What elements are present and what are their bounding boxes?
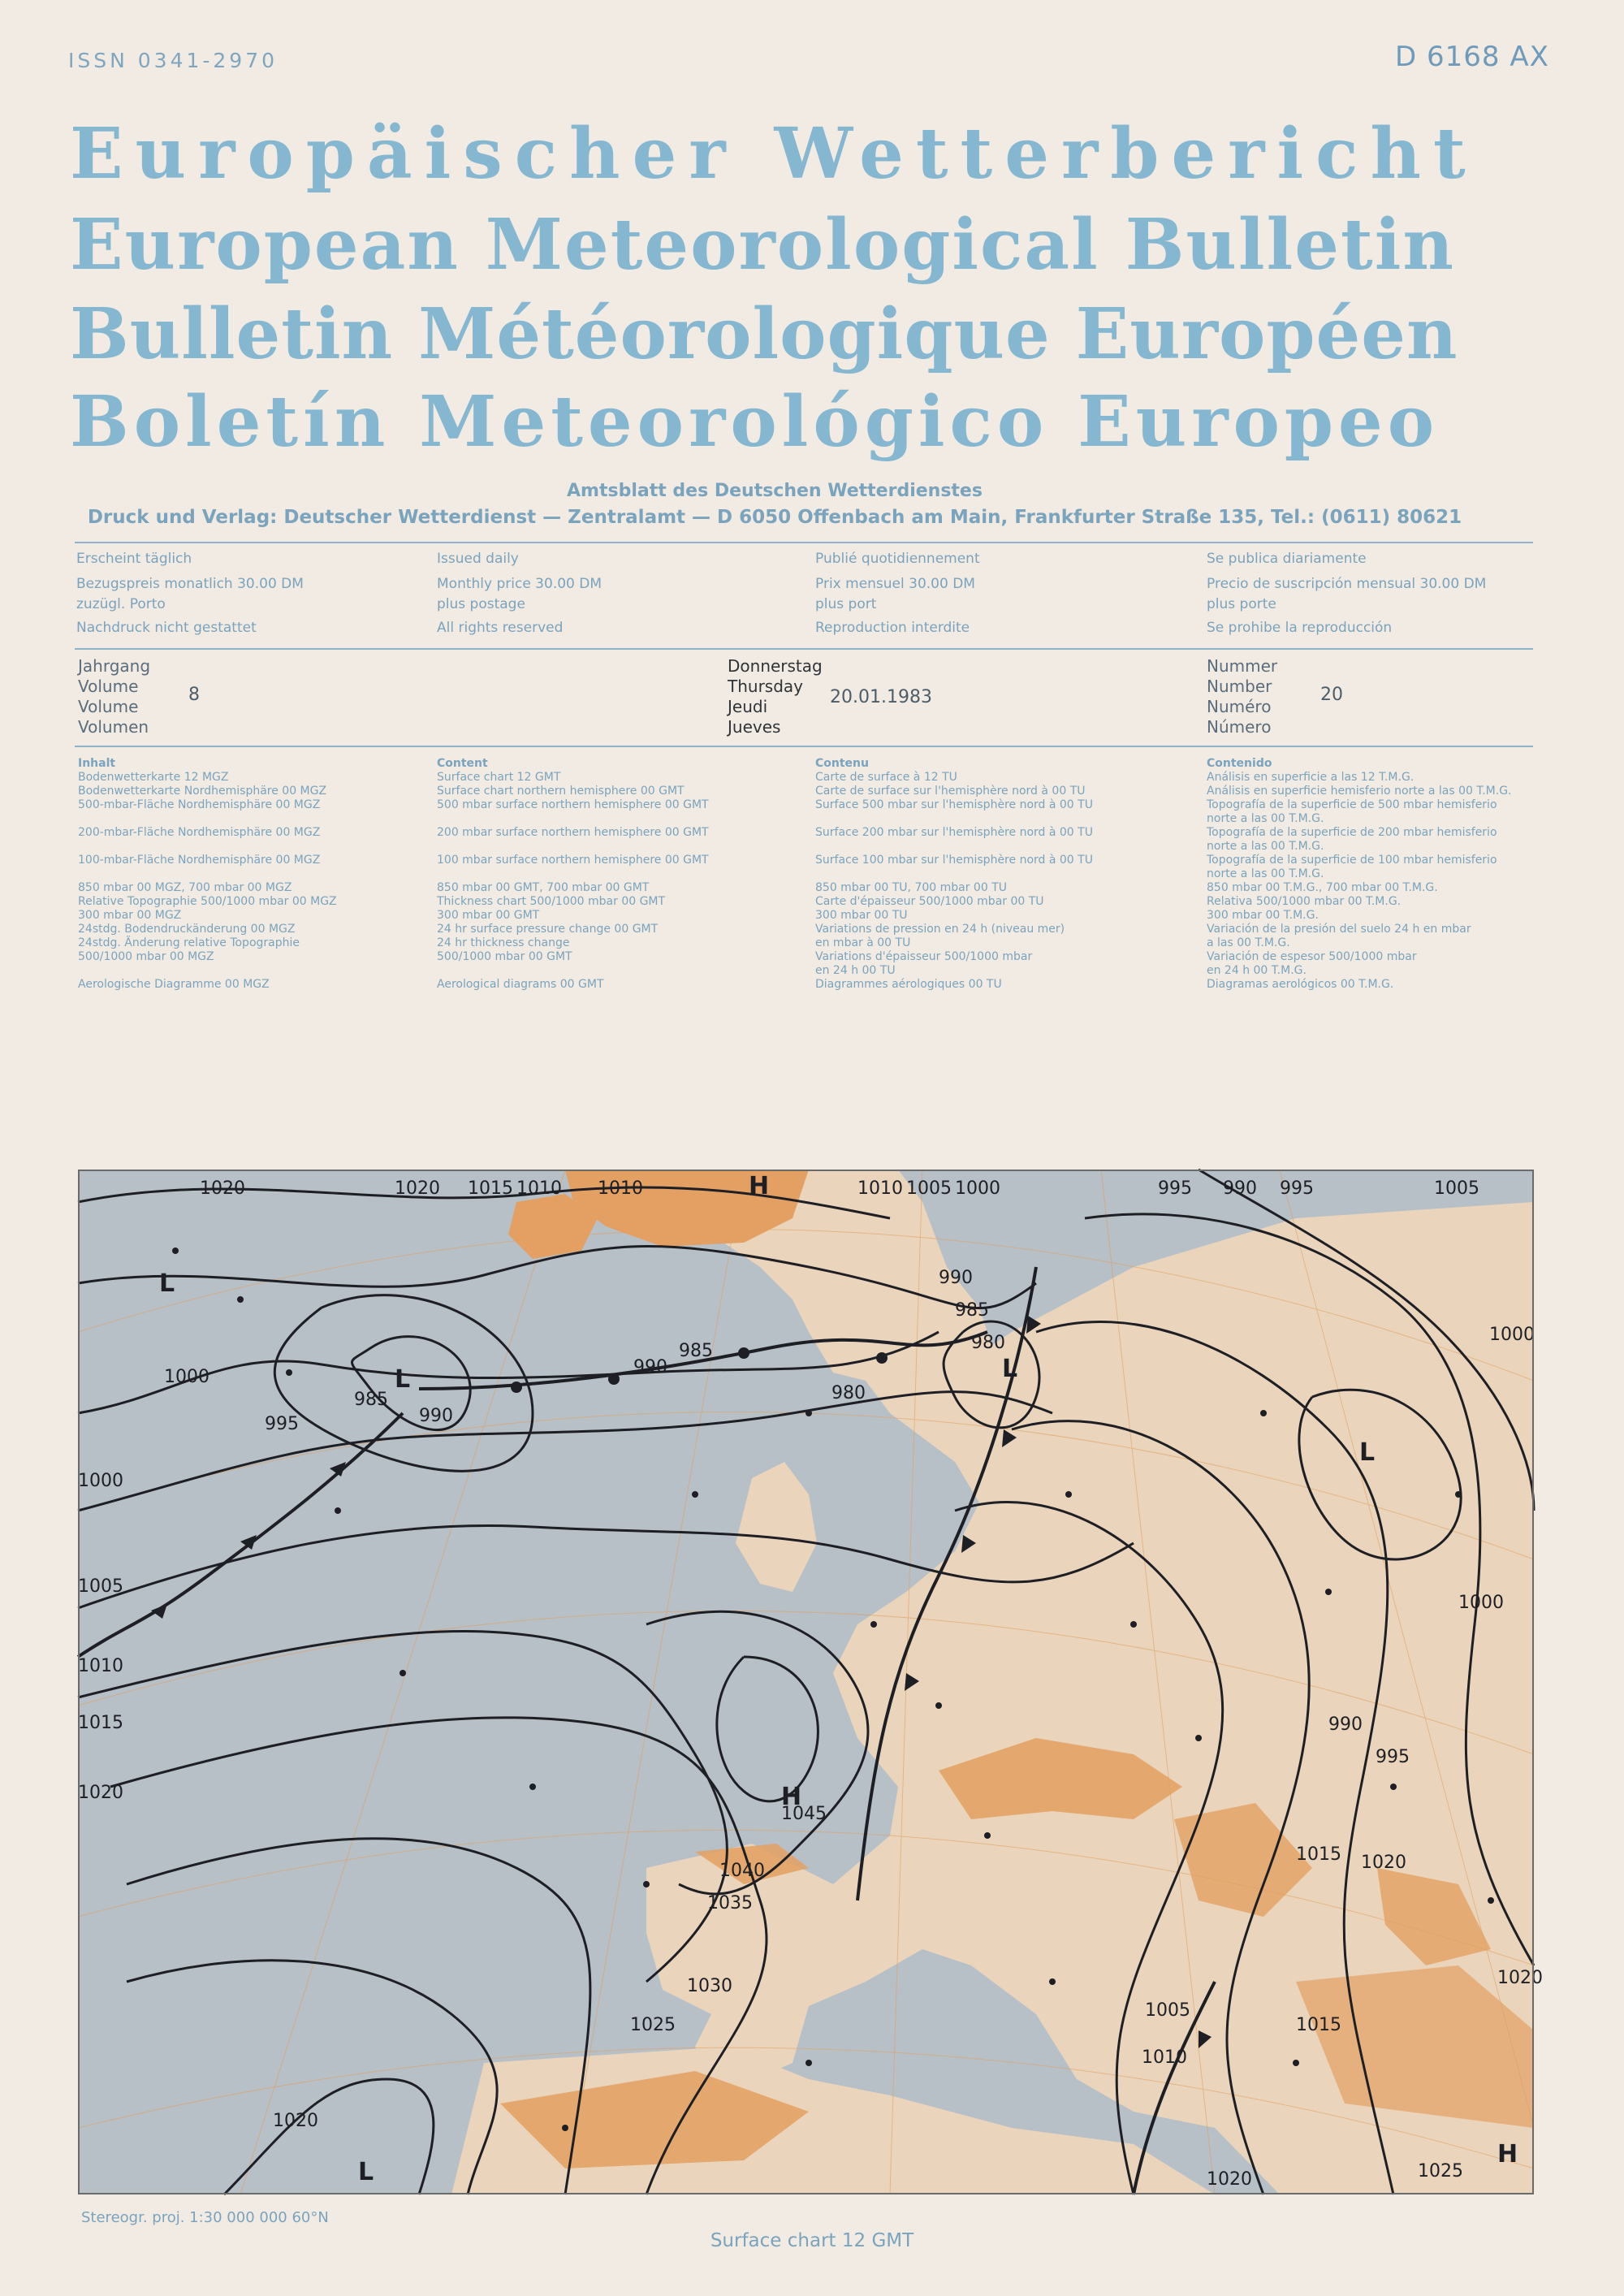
contents-item: Surface 100 mbar sur l'hemisphère nord à 00 TU (815, 854, 1093, 867)
isobar-label: 985 (679, 1341, 713, 1361)
projection-note: Stereogr. proj. 1:30 000 000 60°N (81, 2209, 329, 2226)
publication-text: Reproduction interdite (815, 620, 970, 636)
volume-label: Volumen (78, 717, 149, 737)
isobar-label: 1010 (516, 1178, 562, 1199)
station-dot (692, 1491, 698, 1498)
contents-item: Surface chart 12 GMT (437, 771, 561, 784)
pressure-center-high: H (781, 1783, 802, 1811)
contents-item: Surface chart northern hemisphere 00 GMT (437, 785, 685, 798)
publication-text: plus porte (1207, 596, 1276, 612)
number-label: Number (1207, 677, 1272, 696)
number-label: Numéro (1207, 697, 1272, 716)
weekday-label: Jeudi (728, 697, 768, 716)
isobar-label: 1000 (164, 1367, 209, 1387)
isobar-label: 990 (633, 1357, 667, 1377)
station-dot (1195, 1735, 1202, 1741)
contents-item: Surface 200 mbar sur l'hemisphère nord à 00 TU (815, 826, 1093, 839)
contents-item: Aerological diagrams 00 GMT (437, 978, 604, 991)
pressure-center-low: L (1359, 1438, 1376, 1467)
contents-item: 850 mbar 00 MGZ, 700 mbar 00 MGZ (78, 881, 292, 894)
contents-item: Análisis en superficie a las 12 T.M.G. (1207, 771, 1415, 784)
pressure-center-low: L (159, 1269, 175, 1298)
contents-french (815, 757, 1093, 992)
pressure-center-low: L (358, 2158, 374, 2186)
contents-item: 24stdg. Änderung relative Topographie (78, 936, 300, 949)
map-caption: Surface chart 12 GMT (710, 2230, 914, 2251)
contents-english (437, 757, 709, 992)
isobar-label: 1020 (395, 1178, 440, 1199)
contents-item (815, 840, 1093, 854)
publication-text: Publié quotidiennement (815, 551, 980, 567)
contents-item: Surface 500 mbar sur l'hemisphère nord à 00 TU (815, 798, 1093, 811)
publication-text: Nachdruck nicht gestattet (76, 620, 257, 636)
publisher-line: Druck und Verlag: Deutscher Wetterdienst — Zentralamt — D 6050 Offenbach am Main, Frankfurter Straße 135, Tel.: (0611) 80621 (87, 507, 1462, 528)
publication-text: zuzügl. Porto (76, 596, 166, 612)
station-dot (806, 1410, 812, 1416)
station-dot (935, 1702, 942, 1709)
isobar-label: 1015 (1296, 1844, 1341, 1865)
warm-front-semicircle (511, 1381, 522, 1393)
publication-text: Precio de suscripción mensual 30.00 DM (1207, 576, 1487, 592)
contents-item: Relativa 500/1000 mbar 00 T.M.G. (1207, 895, 1402, 908)
isobar-label: 1000 (78, 1471, 123, 1491)
contents-heading: Contenido (1207, 757, 1272, 770)
publication-info-english (437, 549, 602, 638)
isobar-label: 1015 (468, 1178, 513, 1199)
contents-item: Variations de pression en 24 h (niveau mer) (815, 923, 1065, 936)
contents-item: Análisis en superficie hemisferio norte a las 00 T.M.G. (1207, 785, 1512, 798)
contents-item: Variación de espesor 500/1000 mbar (1207, 950, 1417, 963)
contents-german (78, 757, 337, 992)
contents-item: 100 mbar surface northern hemisphere 00 GMT (437, 854, 709, 867)
contents-item: 850 mbar 00 T.M.G., 700 mbar 00 T.M.G. (1207, 881, 1438, 894)
warm-front-semicircle (738, 1347, 749, 1359)
contents-item: 24 hr surface pressure change 00 GMT (437, 923, 659, 936)
publication-text: All rights reserved (437, 620, 564, 636)
station-dot (1455, 1491, 1462, 1498)
contents-item: Topografía de la superficie de 500 mbar hemisferio (1207, 798, 1497, 811)
contents-item (437, 812, 709, 826)
isobar-label: 995 (1280, 1178, 1314, 1199)
contents-item: Topografía de la superficie de 200 mbar hemisferio (1207, 826, 1497, 839)
contents-spanish (1207, 757, 1512, 992)
divider (75, 746, 1533, 747)
contents-item: Variación de la presión del suelo 24 h en mbar (1207, 923, 1471, 936)
isobar-label: 1020 (273, 2111, 318, 2131)
weekday-label: Jueves (728, 717, 781, 737)
pressure-center-low: L (395, 1365, 411, 1394)
station-dot (1130, 1621, 1137, 1628)
contents-item: en mbar à 00 TU (815, 936, 911, 949)
contents-item: Variations d'épaisseur 500/1000 mbar (815, 950, 1033, 963)
volume-labels (78, 656, 150, 737)
number-label: Número (1207, 717, 1272, 737)
station-dot (1049, 1978, 1056, 1985)
contents-item: en 24 h 00 T.M.G. (1207, 964, 1307, 977)
isobar-label: 1005 (78, 1576, 123, 1597)
isobar-label: 990 (1223, 1178, 1257, 1199)
title-english: European Meteorological Bulletin (70, 204, 1455, 286)
station-dot (1325, 1589, 1332, 1595)
contents-item: Relative Topographie 500/1000 mbar 00 MGZ (78, 895, 337, 908)
publication-text: Monthly price 30.00 DM (437, 576, 603, 592)
contents-item (78, 812, 337, 826)
contents-item: 850 mbar 00 GMT, 700 mbar 00 GMT (437, 881, 650, 894)
contents-item (78, 867, 337, 881)
divider (75, 542, 1533, 543)
contents-item (78, 964, 337, 978)
isobar-label: 1015 (1296, 2015, 1341, 2035)
contents-item: 100-mbar-Fläche Nordhemisphäre 00 MGZ (78, 854, 321, 867)
isobar-label: 980 (971, 1333, 1005, 1353)
contents-item: Diagrammes aérologiques 00 TU (815, 978, 1002, 991)
isobar-label: 995 (1376, 1747, 1410, 1767)
contents-item: 850 mbar 00 TU, 700 mbar 00 TU (815, 881, 1007, 894)
contents-item: 300 mbar 00 GMT (437, 909, 540, 922)
isobar-label: 1010 (78, 1656, 123, 1676)
contents-item: Carte de surface sur l'hemisphère nord à 00 TU (815, 785, 1086, 798)
contents-item: 300 mbar 00 MGZ (78, 909, 182, 922)
isobar-label: 1020 (200, 1178, 245, 1199)
pressure-center-low: L (1002, 1355, 1018, 1383)
contents-item: a las 00 T.M.G. (1207, 936, 1290, 949)
isobar-label: 1025 (630, 2015, 676, 2035)
volume-label: Volume (78, 697, 139, 716)
isobar-label: 1005 (1434, 1178, 1479, 1199)
contents-item: 500/1000 mbar 00 GMT (437, 950, 572, 963)
isobar-label: 1025 (1418, 2161, 1463, 2181)
contents-item (78, 840, 337, 854)
station-dot (1390, 1784, 1397, 1790)
station-dot (335, 1507, 341, 1514)
contents-item: Aerologische Diagramme 00 MGZ (78, 978, 270, 991)
contents-item (815, 867, 1093, 881)
publication-text: Bezugspreis monatlich 30.00 DM (76, 576, 304, 592)
publication-text: Se prohibe la reproducción (1207, 620, 1393, 636)
station-dot (1488, 1897, 1494, 1904)
station-dot (1293, 2060, 1299, 2066)
isobar-label: 980 (831, 1383, 866, 1403)
publication-text: Issued daily (437, 551, 519, 567)
isobar-label: 1015 (78, 1713, 123, 1733)
contents-item: Thickness chart 500/1000 mbar 00 GMT (437, 895, 666, 908)
isobar-label: 1020 (1497, 1968, 1543, 1988)
surface-weather-map (78, 1170, 1543, 2194)
number-labels (1207, 656, 1277, 737)
weekday-label: Thursday (728, 677, 803, 696)
number-label: Nummer (1207, 656, 1278, 676)
contents-item: Carte d'épaisseur 500/1000 mbar 00 TU (815, 895, 1044, 908)
publication-text: Prix mensuel 30.00 DM (815, 576, 975, 592)
station-dot (286, 1369, 292, 1376)
contents-item: en 24 h 00 TU (815, 964, 896, 977)
isobar-label: 1000 (955, 1178, 1000, 1199)
isobar-label: 1035 (707, 1893, 753, 1913)
contents-item: Bodenwetterkarte 12 MGZ (78, 771, 229, 784)
pressure-center-high: H (749, 1172, 770, 1200)
contents-item: norte a las 00 T.M.G. (1207, 840, 1324, 853)
isobar-label: 1010 (598, 1178, 643, 1199)
isobar-label: 1000 (1458, 1593, 1504, 1613)
warm-front-semicircle (608, 1373, 620, 1385)
isobar-label: 995 (265, 1414, 299, 1434)
contents-item: 500 mbar surface northern hemisphere 00 GMT (437, 798, 709, 811)
contents-item: 500-mbar-Fläche Nordhemisphäre 00 MGZ (78, 798, 321, 811)
contents-item: 200-mbar-Fläche Nordhemisphäre 00 MGZ (78, 826, 321, 839)
station-dot (870, 1621, 877, 1628)
contents-item: 300 mbar 00 TU (815, 909, 908, 922)
station-dot (1065, 1491, 1072, 1498)
contents-item: 300 mbar 00 T.M.G. (1207, 909, 1319, 922)
contents-heading: Content (437, 757, 488, 770)
contents-item: norte a las 00 T.M.G. (1207, 812, 1324, 825)
weekday-label: Donnerstag (728, 656, 823, 676)
pressure-center-high: H (1497, 2140, 1518, 2168)
isobar-label: 1005 (1145, 2000, 1190, 2021)
isobar-label: 1020 (78, 1783, 123, 1803)
official-gazette-line: Amtsblatt des Deutschen Wetterdienstes (567, 481, 983, 501)
isobar-label: 990 (1328, 1714, 1363, 1735)
contents-heading: Inhalt (78, 757, 116, 770)
station-dot (562, 2125, 568, 2131)
weekday-labels (728, 656, 823, 737)
issue-date: 20.01.1983 (830, 687, 932, 707)
title-french: Bulletin Météorologique Européen (70, 293, 1458, 375)
isobar-label: 1020 (1361, 1853, 1406, 1873)
publication-text: Erscheint täglich (76, 551, 192, 567)
station-dot (237, 1296, 244, 1303)
station-dot (984, 1832, 991, 1839)
station-dot (529, 1784, 536, 1790)
contents-item: norte a las 00 T.M.G. (1207, 867, 1324, 880)
contents-item: 24 hr thickness change (437, 936, 570, 949)
volume-label: Volume (78, 677, 139, 696)
isobar-label: 1030 (687, 1976, 732, 1996)
title-spanish: Boletín Meteorológico Europeo (70, 381, 1440, 463)
contents-item: 200 mbar surface northern hemisphere 00 GMT (437, 826, 709, 839)
isobar-label: 1005 (906, 1178, 952, 1199)
isobar-label: 985 (354, 1390, 388, 1410)
contents-item (815, 812, 1093, 826)
publication-text: plus port (815, 596, 877, 612)
isobar-label: 1010 (1142, 2047, 1187, 2068)
warm-front-semicircle (876, 1352, 888, 1364)
issue-number: 20 (1320, 685, 1343, 705)
station-dot (1260, 1410, 1267, 1416)
publication-text: plus postage (437, 596, 525, 612)
volume-label: Jahrgang (78, 656, 151, 676)
contents-item: 24stdg. Bodendruckänderung 00 MGZ (78, 923, 296, 936)
contents-item: Diagramas aerológicos 00 T.M.G. (1207, 978, 1394, 991)
issn-number: ISSN 0341-2970 (68, 49, 279, 72)
publication-info-french (815, 549, 980, 638)
isobar-label: 1020 (1207, 2169, 1252, 2190)
contents-item: Carte de surface à 12 TU (815, 771, 957, 784)
publication-info-spanish (1207, 549, 1486, 638)
publication-info-german (76, 549, 304, 638)
isobar-label: 990 (939, 1268, 973, 1288)
postal-code: D 6168 AX (1395, 41, 1549, 73)
contents-item: 500/1000 mbar 00 MGZ (78, 950, 214, 963)
contents-item: Topografía de la superficie de 100 mbar hemisferio (1207, 854, 1497, 867)
isobar-label: 1000 (1489, 1325, 1535, 1345)
isobar-label: 995 (1158, 1178, 1192, 1199)
contents-item: Bodenwetterkarte Nordhemisphäre 00 MGZ (78, 785, 327, 798)
station-dot (172, 1247, 179, 1254)
station-dot (643, 1881, 650, 1887)
isobar-label: 1045 (781, 1804, 827, 1824)
isobar-label: 990 (419, 1406, 453, 1426)
divider (75, 648, 1533, 650)
isobar-label: 985 (955, 1300, 989, 1321)
title-german: Europäischer Wetterbericht (70, 113, 1478, 195)
contents-heading: Contenu (815, 757, 869, 770)
isobar-label: 1010 (857, 1178, 903, 1199)
volume-value: 8 (188, 685, 200, 705)
station-dot (400, 1670, 406, 1676)
station-dot (806, 2060, 812, 2066)
contents-item (437, 867, 709, 881)
isobar-label: 1040 (719, 1861, 765, 1881)
contents-item (437, 964, 709, 978)
publication-text: Se publica diariamente (1207, 551, 1367, 567)
contents-item (437, 840, 709, 854)
